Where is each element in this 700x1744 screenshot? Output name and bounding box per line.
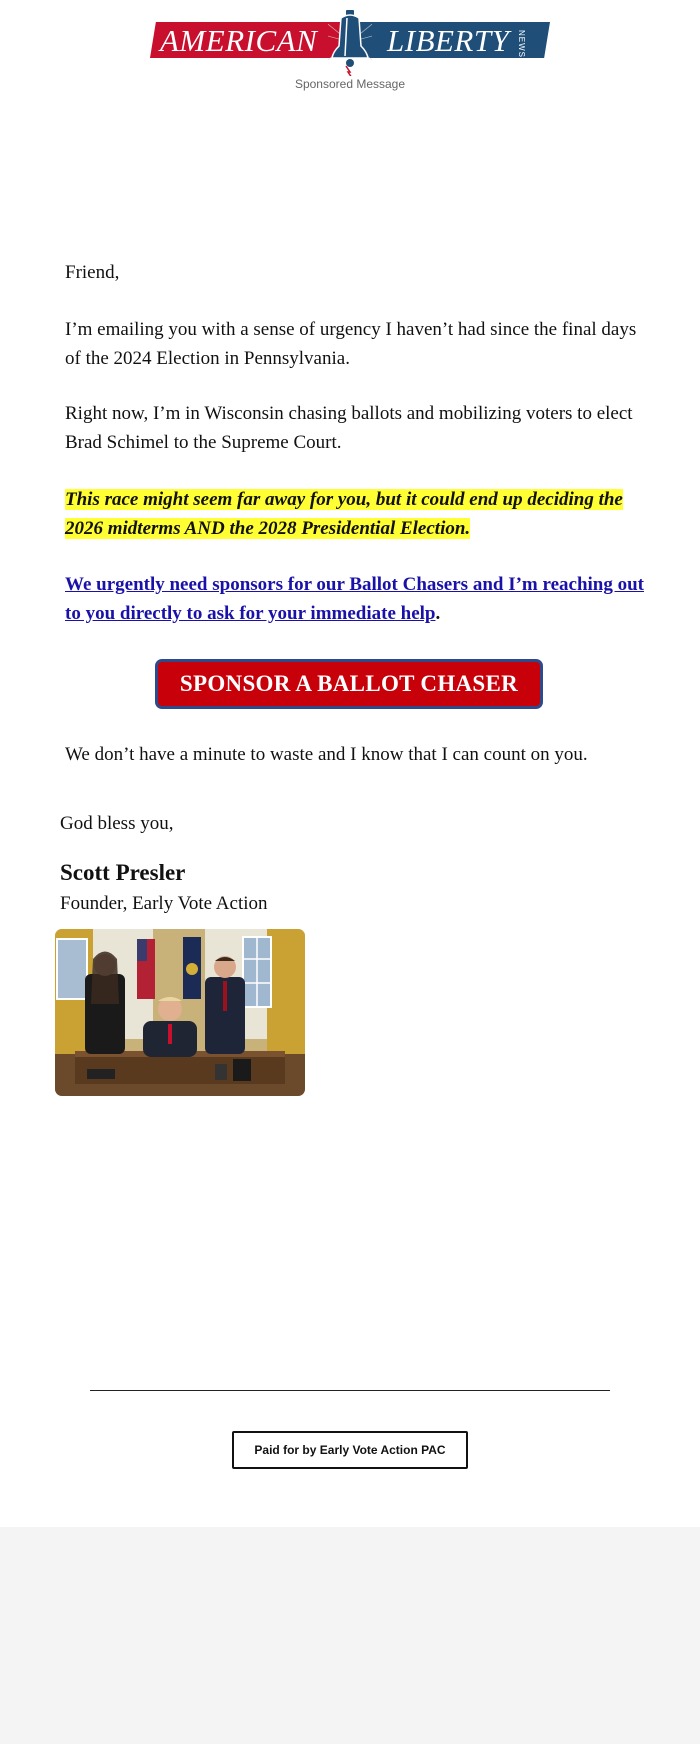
paragraph-closing: We don’t have a minute to waste and I know that I can count on you. xyxy=(65,744,588,765)
logo-word-liberty: LIBERTY xyxy=(387,23,510,58)
paragraph-urgency: I’m emailing you with a sense of urgency I haven’t had since the final days of the 2024 Election in Pennsylvania. xyxy=(65,319,637,369)
paid-for-by-disclaimer: Paid for by Early Vote Action PAC xyxy=(232,1431,468,1469)
sponsor-ballot-chaser-button[interactable]: SPONSOR A BALLOT CHASER xyxy=(155,659,543,709)
sponsor-link[interactable]: We urgently need sponsors for our Ballot Chasers and I’m reaching out to you directly to ask for your immediate help xyxy=(65,574,645,624)
signer-title: Founder, Early Vote Action xyxy=(60,893,268,914)
footer-divider xyxy=(90,1390,610,1391)
link-period: . xyxy=(435,603,441,624)
american-liberty-logo[interactable] xyxy=(150,8,550,94)
logo-word-american: AMERICAN xyxy=(160,23,318,58)
paragraph-sponsor-link xyxy=(65,570,645,628)
liberty-bell-icon xyxy=(328,8,372,76)
oval-office-photo[interactable] xyxy=(55,929,305,1096)
paragraph-wisconsin: Right now, I’m in Wisconsin chasing ballots and mobilizing voters to elect Brad Schimel to the Supreme Court. xyxy=(65,403,633,453)
greeting: Friend, xyxy=(65,262,120,283)
sponsored-message-label: Sponsored Message xyxy=(294,77,406,91)
highlighted-text: This race might seem far away for you, but it could end up deciding the 2026 midterms AND the 2028 Presidential Election. xyxy=(65,489,623,539)
logo-word-news: NEWS xyxy=(517,30,526,58)
paragraph-highlight xyxy=(65,485,645,543)
signer-name: Scott Presler xyxy=(60,860,186,885)
sign-off: God bless you, xyxy=(60,813,174,834)
